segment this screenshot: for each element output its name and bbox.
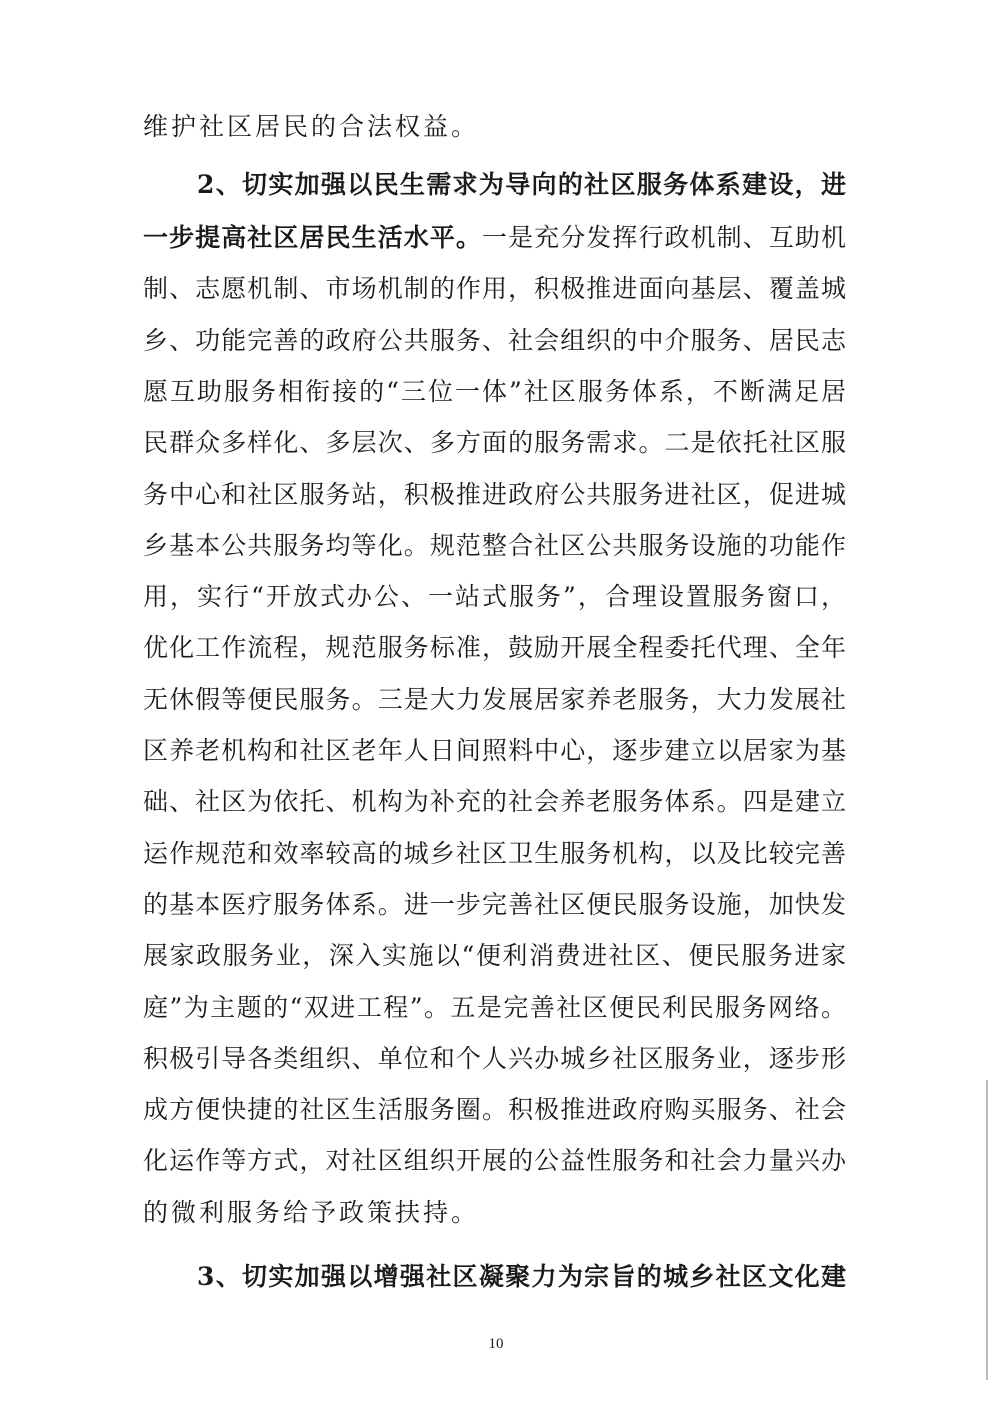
paragraph-text: 无休假等便民服务。三是大力发展居家养老服务，大力发展社: [143, 684, 846, 714]
paragraph-text: 民群众多样化、多层次、多方面的服务需求。二是依托社区服: [143, 428, 846, 458]
paragraph-text: 务中心和社区服务站，积极推进政府公共服务进社区，促进城: [143, 479, 846, 509]
paragraph-text: 区养老机构和社区老年人日间照料中心，逐步建立以居家为基: [143, 736, 846, 765]
paragraph-text: 展家政服务业，深入实施以“便利消费进社区、便民服务进家: [143, 941, 846, 971]
paragraph-text: 的基本医疗服务体系。进一步完善社区便民服务设施，加快发: [143, 889, 846, 919]
paragraph-text: 愿互助服务相衔接的“三位一体”社区服务体系，不断满足居: [143, 376, 846, 406]
section-heading: 3、切实加强以增强社区凝聚力为宗旨的城乡社区文化建: [197, 1262, 846, 1291]
paragraph-text: 制、志愿机制、市场机制的作用，积极推进面向基层、覆盖城: [143, 274, 846, 304]
section-heading: 2、切实加强以民生需求为导向的社区服务体系建设，进: [197, 170, 846, 199]
paragraph-text: 积极引导各类组织、单位和个人兴办城乡社区服务业，逐步形: [143, 1043, 846, 1073]
paragraph-text: 化运作等方式，对社区组织开展的公益性服务和社会力量兴办: [143, 1146, 846, 1176]
paragraph-text: 乡、功能完善的政府公共服务、社会组织的中介服务、居民志: [143, 325, 846, 355]
paragraph-text-inline: 一是充分发挥行政机制、互助机: [482, 223, 846, 252]
paragraph-text: 乡基本公共服务均等化。规范整合社区公共服务设施的功能作: [143, 530, 846, 560]
scan-edge: [986, 1080, 988, 1380]
paragraph-text: 的微利服务给予政策扶持。: [143, 1197, 480, 1227]
paragraph-text: 庭”为主题的“双进工程”。五是完善社区便民利民服务网络。: [143, 992, 846, 1022]
paragraph-text: [143, 223, 846, 253]
section-heading-cont: 一步提高社区居民生活水平。: [143, 223, 482, 252]
paragraph-text: 用，实行“开放式办公、一站式服务”，合理设置服务窗口，: [143, 582, 846, 612]
paragraph-text: 运作规范和效率较高的城乡社区卫生服务机构，以及比较完善: [143, 838, 846, 868]
paragraph-text: 优化工作流程，规范服务标准，鼓励开展全程委托代理、全年: [143, 633, 846, 663]
paragraph-text: 成方便快捷的社区生活服务圈。积极推进政府购买服务、社会: [143, 1095, 846, 1125]
page-number: 10: [488, 1336, 504, 1352]
paragraph-text: 维护社区居民的合法权益。: [143, 112, 480, 141]
paragraph-text: 础、社区为依托、机构为补充的社会养老服务体系。四是建立: [143, 787, 846, 817]
